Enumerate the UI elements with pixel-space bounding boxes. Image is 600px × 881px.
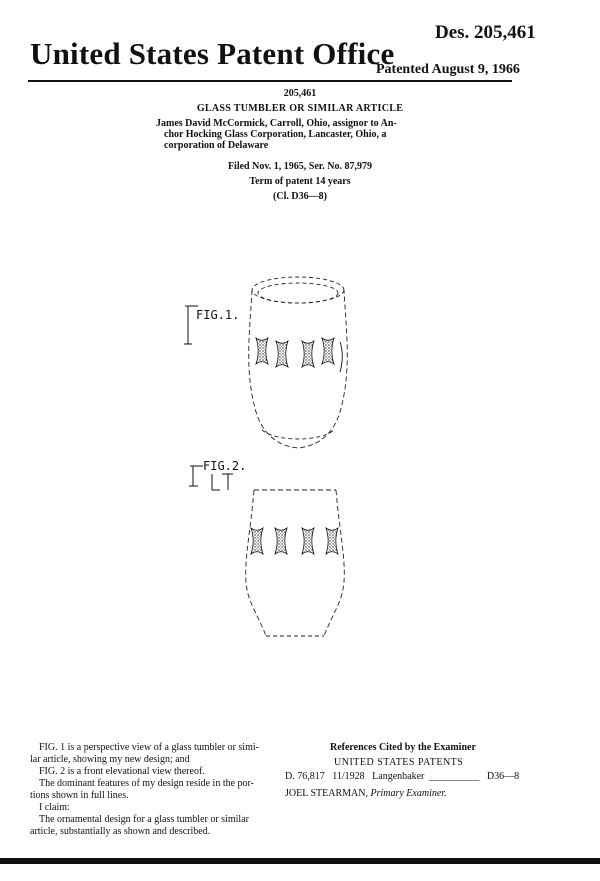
design-number: Des. 205,461 bbox=[435, 22, 536, 43]
inventor-line: chor Hocking Glass Corporation, Lancaster, Ohio, a bbox=[164, 129, 387, 140]
reference-name: Langenbaker bbox=[372, 771, 425, 782]
fig2-tumbler bbox=[246, 490, 345, 636]
filed-line: Filed Nov. 1, 1965, Ser. No. 87,979 bbox=[227, 161, 373, 172]
examiner-name: JOEL STEARMAN, bbox=[285, 788, 368, 799]
inventor-line: James David McCormick, Carroll, Ohio, assignor to An- bbox=[156, 118, 397, 129]
fig1-ornament bbox=[256, 338, 342, 372]
description-line: The ornamental design for a glass tumbler or similar bbox=[39, 814, 249, 825]
classification: (Cl. D36—8) bbox=[273, 191, 327, 202]
reference-date: 11/1928 bbox=[332, 771, 365, 782]
reference-row bbox=[285, 771, 524, 782]
description-line: FIG. 1 is a perspective view of a glass tumbler or simi- bbox=[39, 742, 259, 753]
reference-leader: __________ bbox=[429, 771, 480, 782]
references-subheading: UNITED STATES PATENTS bbox=[334, 757, 464, 768]
description-line: FIG. 2 is a front elevational view thereof. bbox=[39, 766, 205, 777]
description bbox=[30, 742, 270, 838]
patent-number: 205,461 bbox=[283, 88, 317, 99]
description-line: article, substantially as shown and described. bbox=[30, 826, 211, 837]
fig2-ornament bbox=[251, 528, 338, 554]
references-heading: References Cited by the Examiner bbox=[330, 742, 476, 753]
fig1-label: FIG.1. bbox=[196, 308, 240, 322]
patented-date: Patented August 9, 1966 bbox=[376, 62, 520, 77]
inventor-line: corporation of Delaware bbox=[164, 140, 269, 151]
reference-number: D. 76,817 bbox=[285, 771, 325, 782]
description-line: I claim: bbox=[39, 802, 70, 813]
description-line: tions shown in full lines. bbox=[30, 790, 129, 801]
description-line: The dominant features of my design reside in the por- bbox=[39, 778, 255, 789]
fig2-label: FIG.2. bbox=[203, 459, 247, 473]
patent-title: GLASS TUMBLER OR SIMILAR ARTICLE bbox=[196, 103, 404, 114]
reference-class: D36—8 bbox=[486, 771, 520, 782]
examiner-title: Primary Examiner. bbox=[370, 788, 447, 799]
footer-rule bbox=[0, 858, 600, 864]
description-line: lar article, showing my new design; and bbox=[30, 754, 190, 765]
office-title: United States Patent Office bbox=[30, 36, 395, 71]
term-line: Term of patent 14 years bbox=[249, 176, 351, 187]
examiner-line bbox=[285, 788, 447, 799]
